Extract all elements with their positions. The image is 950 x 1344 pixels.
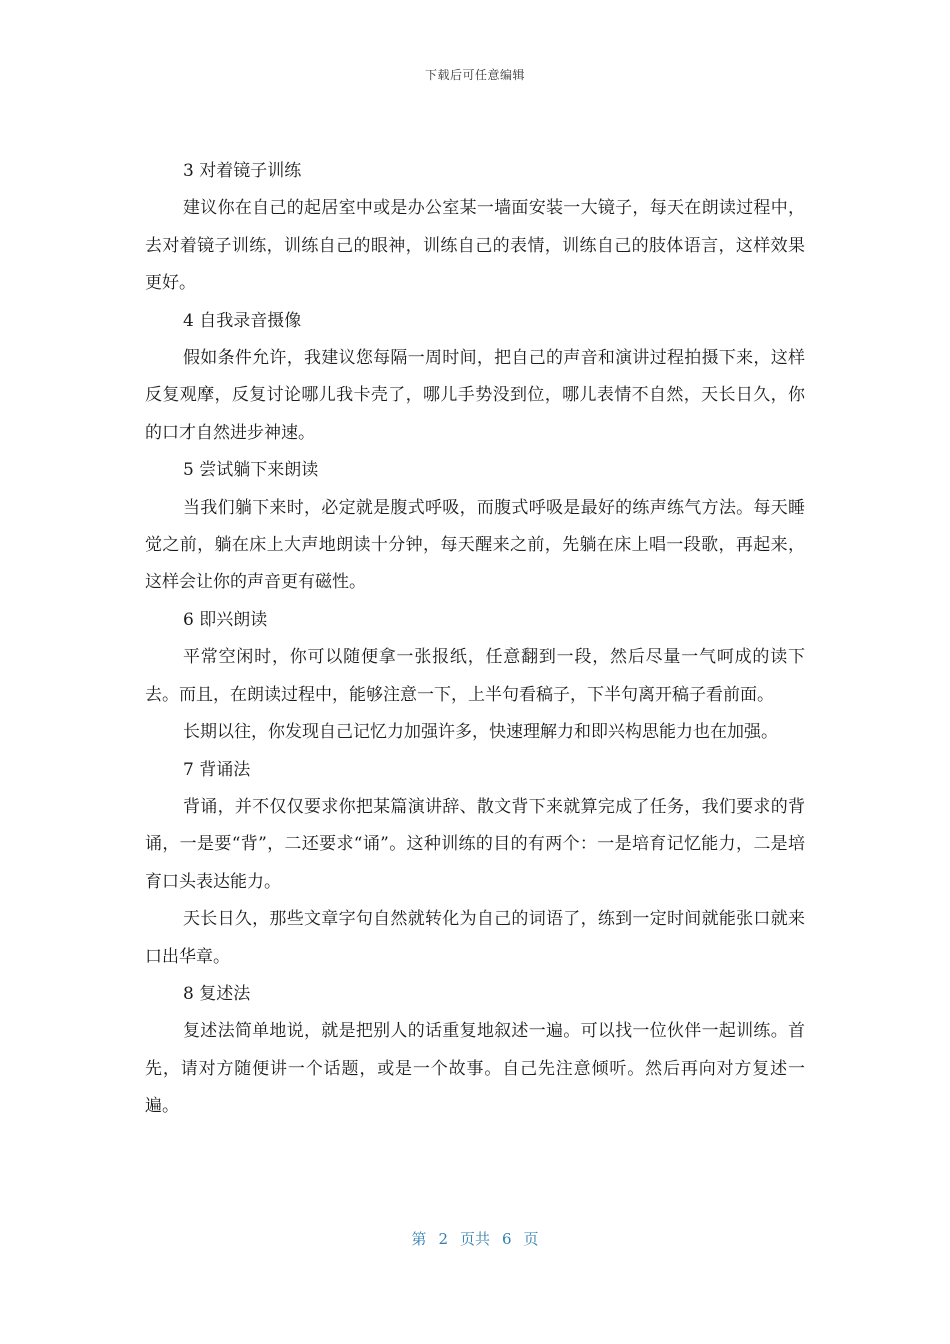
page-footer	[0, 1228, 950, 1249]
total-pages-number: 6	[502, 1230, 512, 1248]
paragraph: 当我们躺下来时，必定就是腹式呼吸，而腹式呼吸是最好的练声练气方法。每天睡觉之前，躺在床上大声地朗读十分钟，每天醒来之前，先躺在床上唱一段歌，再起来，这样会让你的声音更有磁性。	[145, 497, 805, 593]
current-page-number: 2	[438, 1230, 448, 1248]
footer-label-before: 第	[411, 1230, 427, 1248]
paragraph: 长期以往，你发现自己记忆力加强许多，快速理解力和即兴构思能力也在加强。	[183, 722, 778, 743]
paragraph: 建议你在自己的起居室中或是办公室某一墙面安装一大镜子，每天在朗读过程中，去对着镜子训练，训练自己的眼神，训练自己的表情，训练自己的肢体语言，这样效果更好。	[145, 198, 805, 294]
paragraph: 背诵，并不仅仅要求你把某篇演讲辞、散文背下来就算完成了任务，我们要求的背诵，一是要“背”，二还要求“诵”。这种训练的目的有两个：一是培育记忆能力，二是培育口头表达能力。	[145, 796, 805, 892]
section-heading-8: 8 复述法	[183, 983, 251, 1004]
footer-label-middle: 页共	[459, 1230, 490, 1248]
section-heading-7: 7 背诵法	[183, 759, 251, 780]
paragraph: 天长日久，那些文章字句自然就转化为自己的词语了，练到一定时间就能张口就来口出华章。	[145, 909, 805, 967]
section-heading-5: 5 尝试躺下来朗读	[183, 460, 319, 481]
section-heading-6: 6 即兴朗读	[183, 609, 268, 630]
section-heading-4: 4 自我录音摄像	[183, 310, 302, 331]
section-heading-3: 3 对着镜子训练	[183, 161, 302, 181]
footer-label-after: 页	[523, 1230, 539, 1248]
page-header: 下载后可任意编辑	[424, 68, 525, 82]
paragraph: 假如条件允许，我建议您每隔一周时间，把自己的声音和演讲过程拍摄下来，这样反复观摩，反复讨论哪儿我卡壳了，哪儿手势没到位，哪儿表情不自然，天长日久，你的口才自然进步神速。	[145, 348, 805, 443]
paragraph: 复述法简单地说，就是把别人的话重复地叙述一遍。可以找一位伙伴一起训练。首先，请对方随便讲一个话题，或是一个故事。自己先注意倾听。然后再向对方复述一遍。	[145, 1021, 805, 1117]
document-body	[145, 153, 805, 1126]
paragraph: 平常空闲时，你可以随便拿一张报纸，任意翻到一段，然后尽量一气呵成的读下去。而且，在朗读过程中，能够注意一下，上半句看稿子，下半句离开稿子看前面。	[145, 647, 805, 705]
